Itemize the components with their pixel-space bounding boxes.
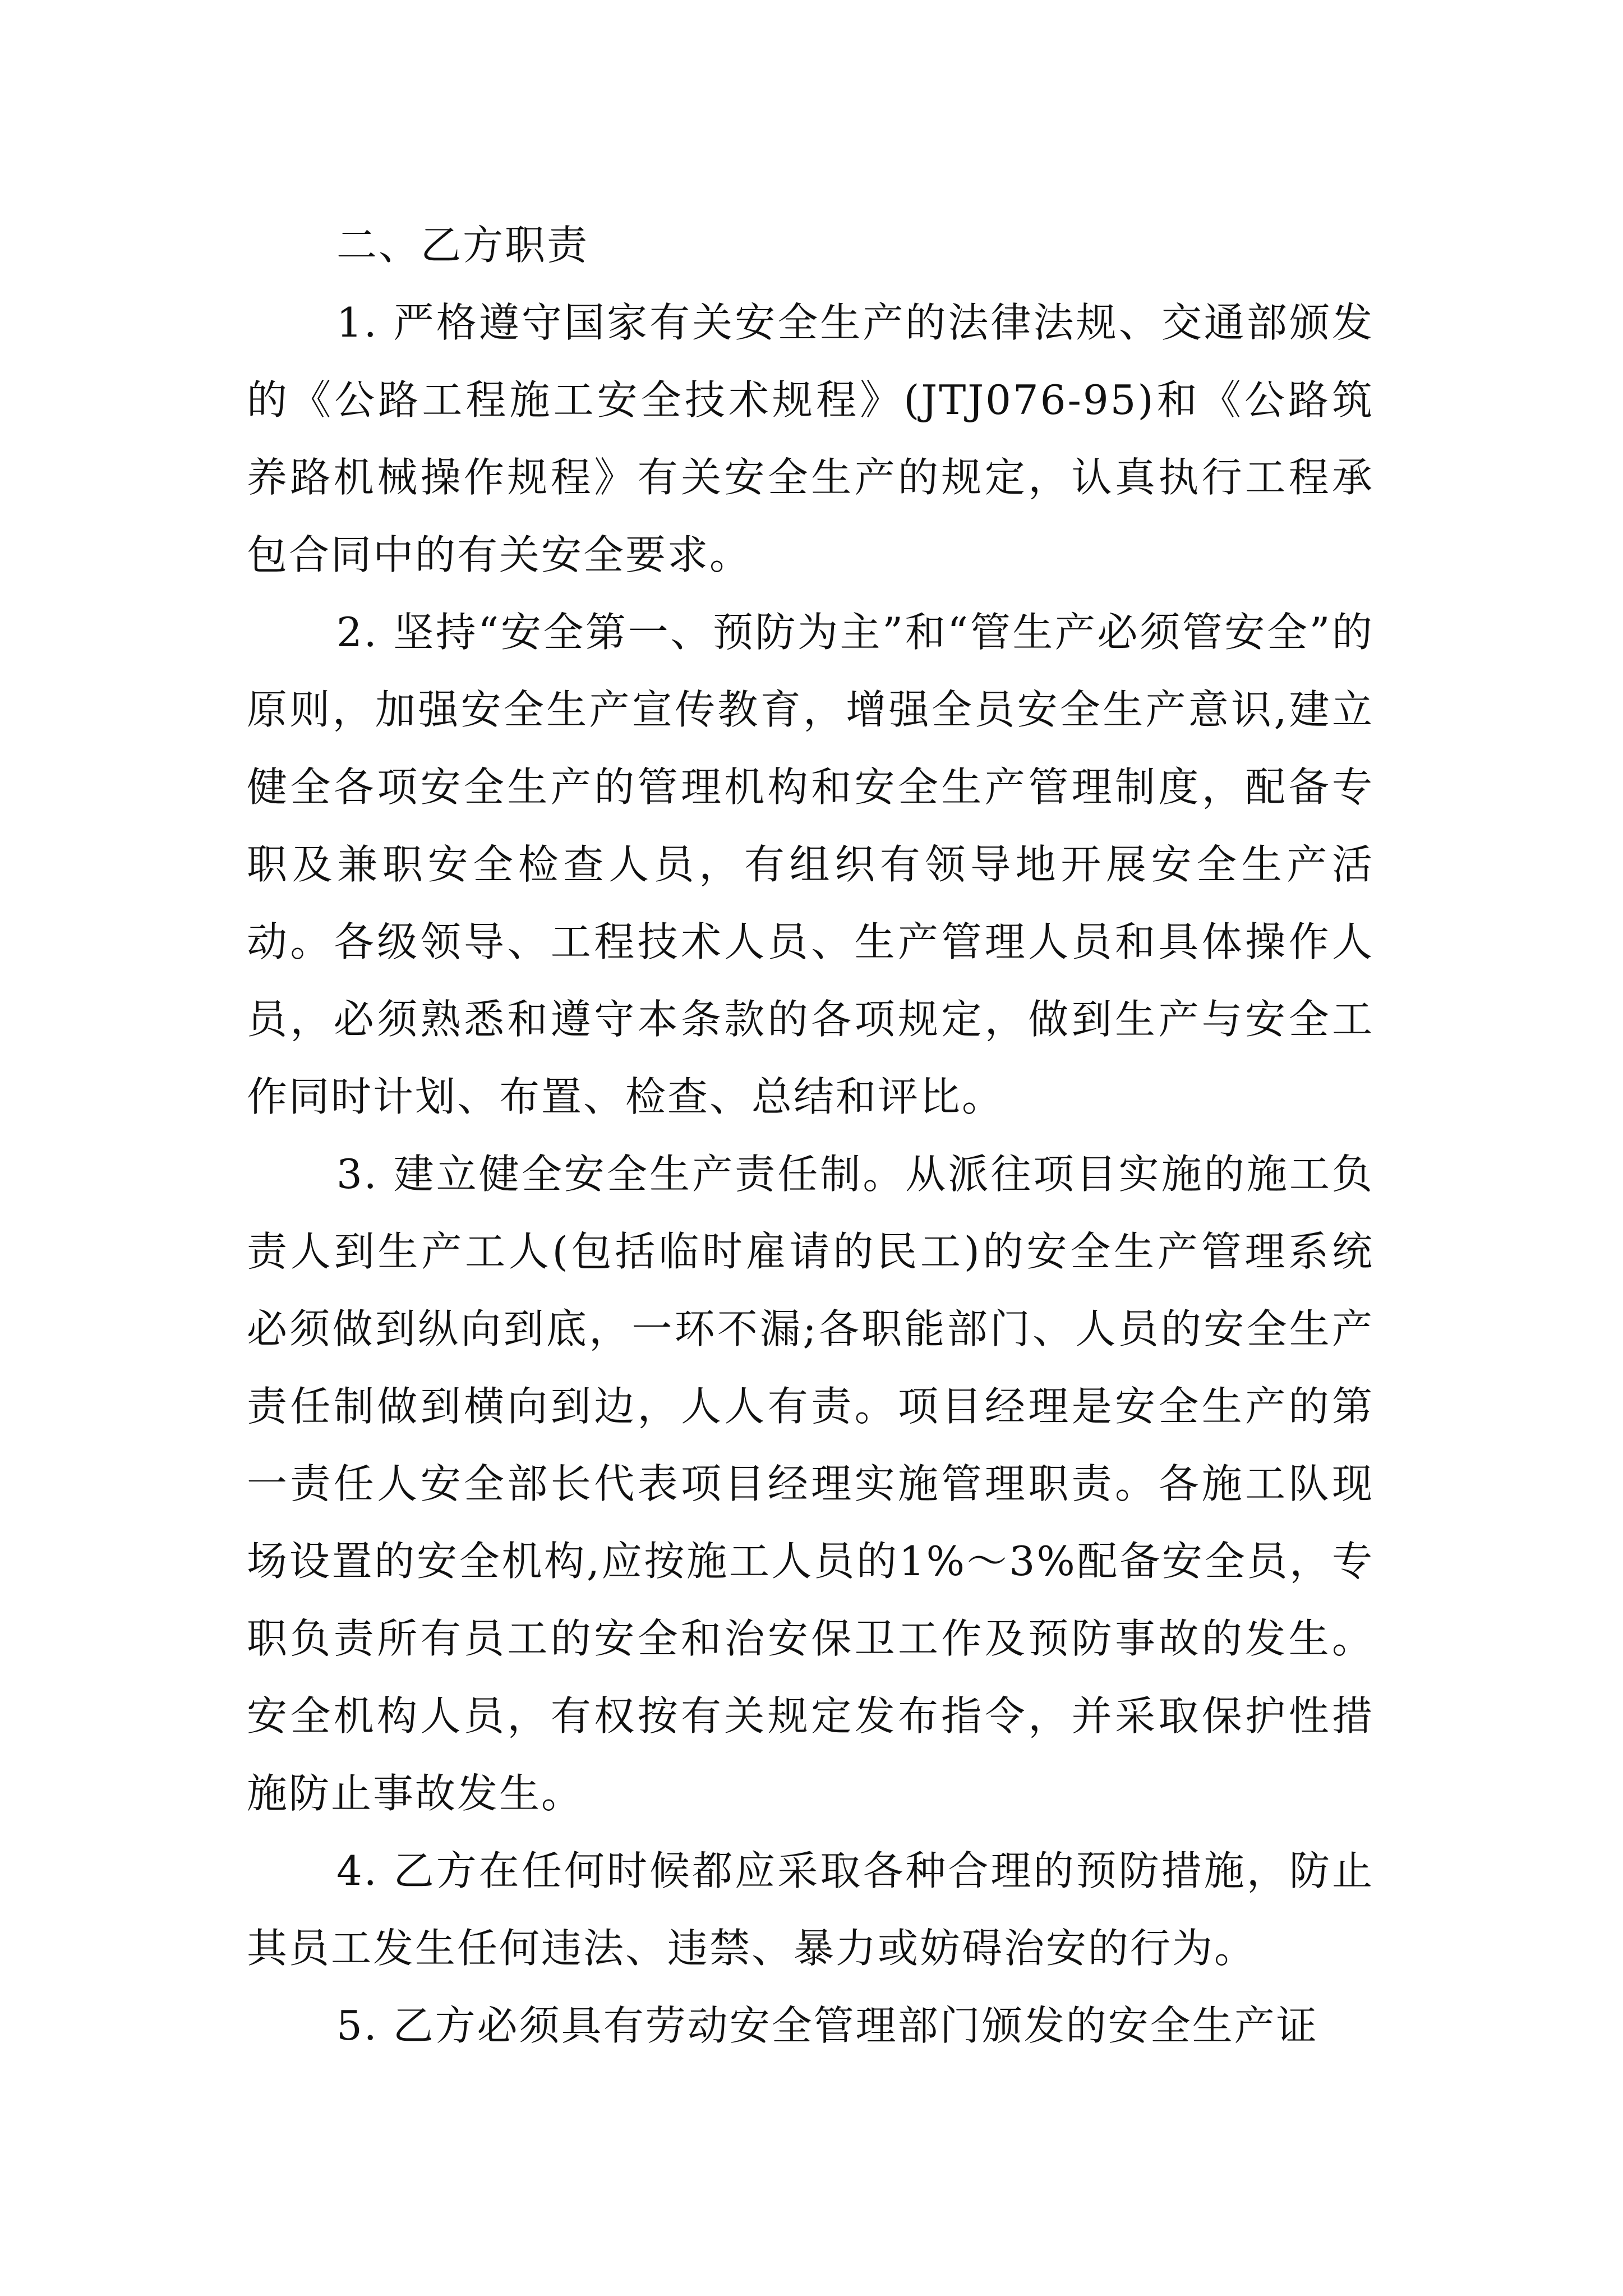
section-heading: 二、乙方职责 (336, 222, 589, 269)
paragraph-3: 3. 建立健全安全生产责任制。从派往项目实施的施工负责人到生产工人(包括临时雇请的民工)的安全生产管理系统必须做到纵向到底，一环不漏;各职能部门、人员的安全生产责任制做到横向到边，人人有责。项目经理是安全生产的第一责任人安全部长代表项目经理实施管理职责。各施工队现场设置的安全机构,应按施工人员的1%～3%配备安全员，专职负责所有员工的安全和治安保卫工作及预防事故的发生。安全机构人员，有权按有关规定发布指令，并采取保护性措施防止事故发生。 (247, 1151, 1374, 1817)
paragraph-4: 4. 乙方在任何时候都应采取各种合理的预防措施，防止其员工发生任何违法、违禁、暴力或妨碍治安的行为。 (247, 1847, 1374, 1972)
paragraph-1: 1. 严格遵守国家有关安全生产的法律法规、交通部颁发的《公路工程施工安全技术规程》(JTJ076-95)和《公路筑养路机械操作规程》有关安全生产的规定，认真执行工程承包合同中的有关安全要求。 (247, 299, 1374, 578)
document-body (247, 206, 1374, 2064)
paragraph-2: 2. 坚持“安全第一、预防为主”和“管生产必须管安全”的原则，加强安全生产宣传教育，增强全员安全生产意识,建立健全各项安全生产的管理机构和安全生产管理制度，配备专职及兼职安全检查人员，有组织有领导地开展安全生产活动。各级领导、工程技术人员、生产管理人员和具体操作人员，必须熟悉和遵守本条款的各项规定，做到生产与安全工作同时计划、布置、检查、总结和评比。 (247, 609, 1374, 1120)
paragraph-5: 5. 乙方必须具有劳动安全管理部门颁发的安全生产证 (336, 2002, 1318, 2049)
